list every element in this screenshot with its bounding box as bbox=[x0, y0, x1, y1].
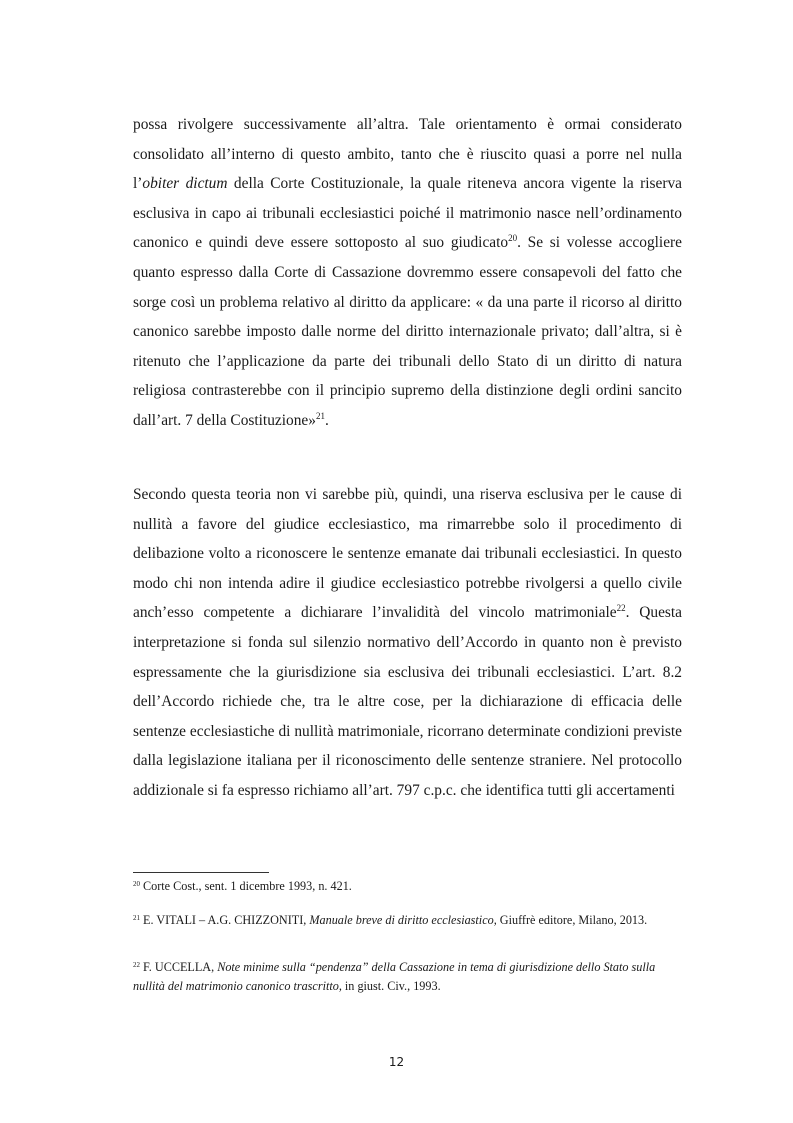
footnote-number-20: 20 bbox=[133, 880, 140, 888]
para1-italic-phrase: obiter dictum bbox=[142, 175, 228, 193]
footnote-20-text: Corte Cost., sent. 1 dicembre 1993, n. 421. bbox=[143, 879, 352, 893]
footnote-ref-20[interactable]: 20 bbox=[508, 233, 518, 244]
footnote-21-title: Manuale breve di diritto ecclesiastico, bbox=[309, 913, 497, 927]
para2-text-b: . Questa interpretazione si fonda sul silenzio normativo dell’Accordo in quanto non è previsto espressamente che la giurisdizione sia esclusiva dei tribunali ecclesiastici. L’art. 8.2 dell’Accordo richiede che, tra le altre cose, per la dichiarazione di efficacia delle sentenze ecclesiastiche di nullità matrimoniale, ricorrano determinate condizioni previste dalla legislazione italiana per il riconoscimento delle sentenze straniere. Nel protocollo addizionale si fa espresso richiamo all’art. 797 c.p.c. che identifica tutti gli accertamenti bbox=[133, 604, 683, 799]
body-paragraph-1 bbox=[133, 110, 682, 436]
page-number: 12 bbox=[388, 1055, 405, 1069]
para1-text-d: . Se si volesse accogliere quanto espresso dalla Corte di Cassazione dovremmo essere consapevoli del fatto che sorge così un problema relativo al diritto da applicare: « da una parte il ricorso al diritto canonico sarebbe imposto dalle norme del diritto internazionale privato; dall’altra, si è ritenuto che l’applicazione da parte dei tribunali dello Stato di un diritto di natura religiosa contrasterebbe con il principio supremo della distinzione degli ordini sancito dall’art. 7 della Costituzione» bbox=[133, 234, 682, 429]
para1-text-e: . bbox=[324, 411, 329, 429]
footnote-ref-21[interactable]: 21 bbox=[315, 410, 325, 421]
footnote-20 bbox=[133, 877, 682, 896]
footnote-number-22: 22 bbox=[133, 961, 140, 969]
body-paragraph-2 bbox=[133, 480, 682, 806]
footnote-22-author: F. UCCELLA, bbox=[143, 960, 218, 974]
footnote-22-title: Note minime sulla “pendenza” della Cassazione in tema di giurisdizione dello Stato sulla nullità del matrimonio canonico trascritto, bbox=[133, 960, 656, 993]
footnote-number-21: 21 bbox=[133, 914, 140, 922]
footnote-separator bbox=[133, 872, 269, 873]
footnote-22-rest: in giust. Civ., 1993. bbox=[341, 979, 441, 993]
footnote-21-rest: Giuffrè editore, Milano, 2013. bbox=[496, 913, 648, 927]
footnote-22 bbox=[133, 958, 682, 996]
para1-text-a: possa rivolgere successivamente all’altra. Tale orientamento è ormai considerato consolidato all’interno di questo ambito, tanto che è riuscito quasi a porre nel nulla l’ bbox=[133, 116, 682, 193]
footnote-21 bbox=[133, 911, 682, 930]
para2-text-a: Secondo questa teoria non vi sarebbe più, quindi, una riserva esclusiva per le cause di nullità a favore del giudice ecclesiastico, ma rimarrebbe solo il procedimento di delibazione volto a riconoscere le sentenze emanate dai tribunali ecclesiastici. In questo modo chi non intenda adire il giudice ecclesiastico potrebbe rivolgersi a quello civile anch’esso competente a dichiarare l’invalidità del vincolo matrimoniale bbox=[133, 486, 682, 622]
footnote-ref-22[interactable]: 22 bbox=[616, 603, 626, 614]
para1-text-c: della Corte Costituzionale, la quale riteneva ancora vigente la riserva esclusiva in capo ai tribunali ecclesiastici poiché il matrimonio nasce nell’ordinamento canonico e quindi deve essere sottoposto al suo giudicato bbox=[133, 175, 683, 252]
footnote-21-author: E. VITALI – A.G. CHIZZONITI, bbox=[143, 913, 310, 927]
